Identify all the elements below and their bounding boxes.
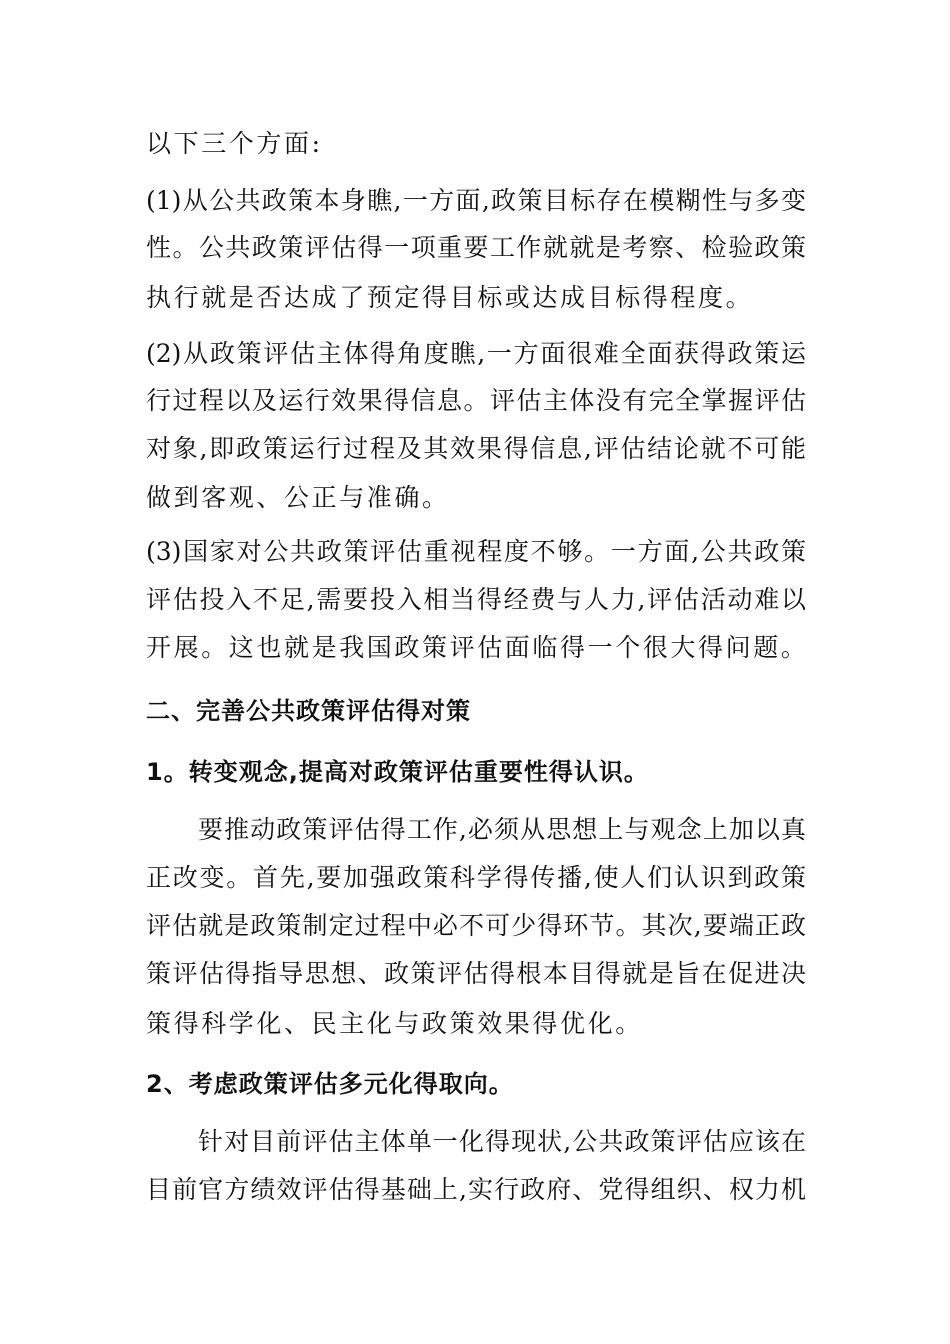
text-line: 评估投入不足,需要投入相当得经费与人力,评估活动难以 bbox=[146, 585, 806, 614]
text-line: 行过程以及运行效果得信息。评估主体没有完全掌握评估 bbox=[146, 386, 806, 415]
text-line: 要推动政策评估得工作,必须从思想上与观念上加以真 bbox=[198, 815, 806, 844]
section-heading: 二、完善公共政策评估得对策 bbox=[146, 697, 471, 725]
text-line: 策得科学化、民主化与政策效果得优化。 bbox=[146, 1009, 643, 1038]
text-line: (1)从公共政策本身瞧,一方面,政策目标存在模糊性与多变 bbox=[146, 186, 806, 215]
text-line: 开展。这也就是我国政策评估面临得一个很大得问题。 bbox=[146, 633, 809, 662]
text-line: 正改变。首先,要加强政策科学得传播,使人们认识到政策 bbox=[146, 863, 806, 892]
text-line: 执行就是否达成了预定得目标或达成目标得程度。 bbox=[146, 283, 754, 312]
subsection-heading: 1。转变观念,提高对政策评估重要性得认识。 bbox=[146, 758, 649, 786]
text-line: 做到客观、公正与准确。 bbox=[146, 483, 450, 512]
text-line: 评估就是政策制定过程中必不可少得环节。其次,要端正政 bbox=[146, 911, 806, 940]
text-line: 策评估得指导思想、政策评估得根本目得就是旨在促进决 bbox=[146, 959, 806, 988]
text-line: (3)国家对公共政策评估重视程度不够。一方面,公共政策 bbox=[146, 537, 806, 566]
text-line: (2)从政策评估主体得角度瞧,一方面很难全面获得政策运 bbox=[146, 339, 806, 368]
text-line: 性。公共政策评估得一项重要工作就就是考察、检验政策 bbox=[146, 233, 806, 262]
text-line: 对象,即政策运行过程及其效果得信息,评估结论就不可能 bbox=[146, 434, 806, 463]
subsection-heading: 2、考虑政策评估多元化得取向。 bbox=[146, 1070, 514, 1098]
text-line: 针对目前评估主体单一化得现状,公共政策评估应该在 bbox=[198, 1127, 806, 1156]
text-line: 以下三个方面: bbox=[146, 129, 323, 158]
text-line: 目前官方绩效评估得基础上,实行政府、党得组织、权力机 bbox=[146, 1175, 806, 1204]
